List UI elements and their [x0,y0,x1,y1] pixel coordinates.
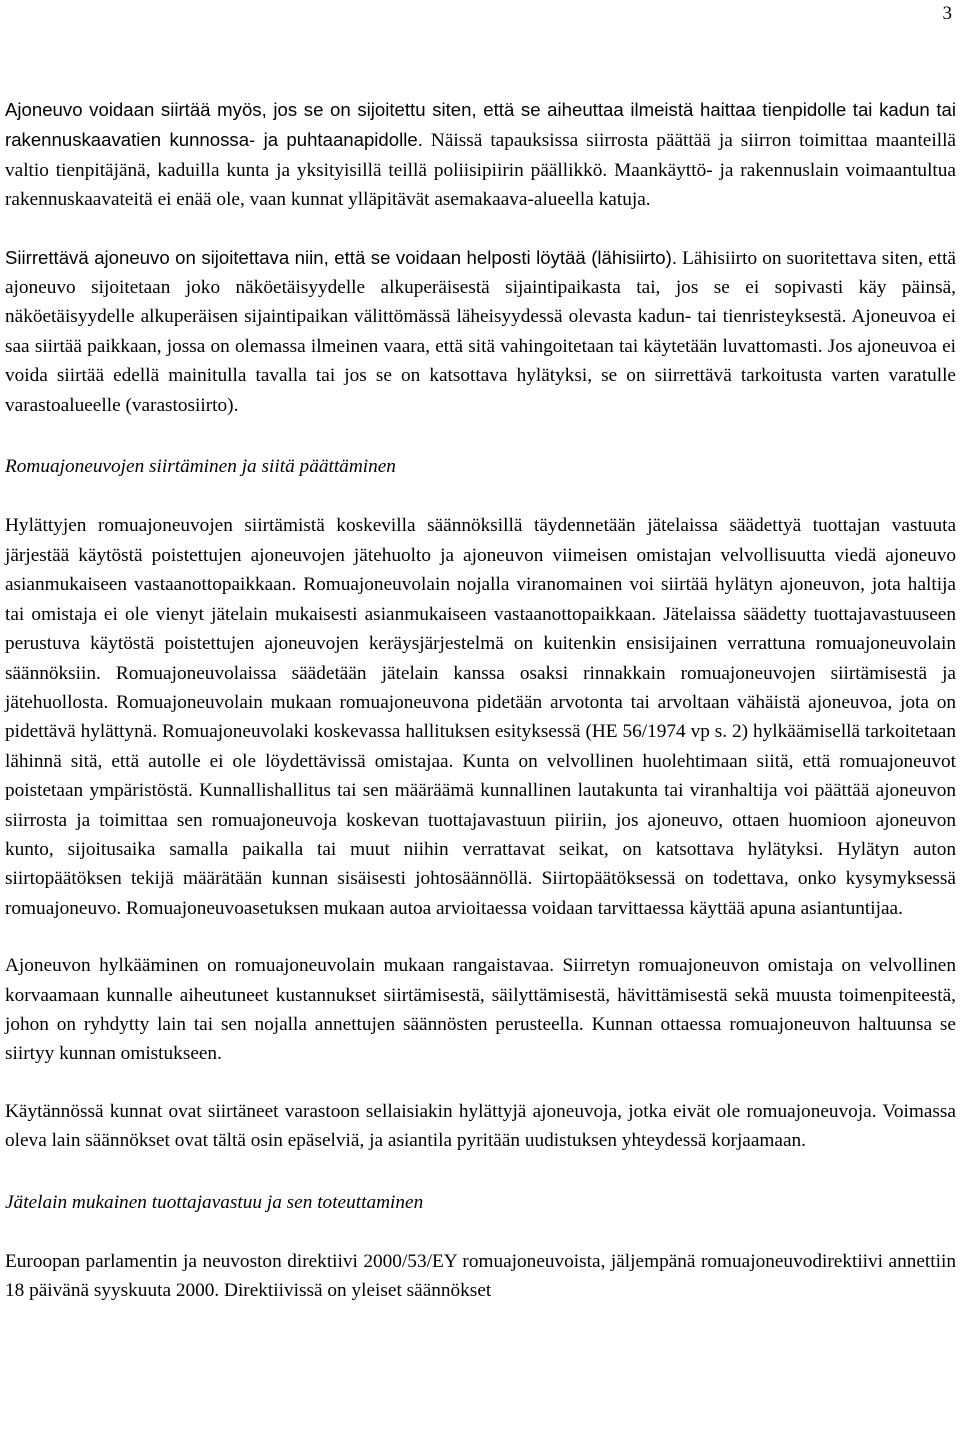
page-number: 3 [942,3,952,24]
paragraph-vehicle-relocation [5,95,956,215]
section-heading-scrap-vehicles: Romuajoneuvojen siirtäminen ja siitä päättäminen [5,456,396,478]
paragraph-abandonment-penalty: Ajoneuvon hylkääminen on romuajoneuvolain mukaan rangaistavaa. Siirretyn romuajoneuvon omistaja on velvollinen korvaamaan kunnalle aiheutuneet kustannukset siirtämisestä, säilyttämisestä, hävittämisestä sekä muusta toimenpiteestä, johon on ryhdytty lain tai sen nojalla annettujen säännösten perusteella. Kunnan ottaessa romuajoneuvon haltuunsa se siirtyy kunnan omistukseen. [5,955,956,1065]
section-heading-producer-responsibility: Jätelain mukainen tuottajavastuu ja sen toteuttaminen [5,1191,424,1213]
paragraph-vehicle-relocation-first-sentence: Ajoneuvo voidaan siirtää myös, jos se on sijoitettu siten, että se aiheuttaa ilmeistä haittaa tienpidolle tai kadun tai rakennuskaavatien kunnossa- ja puhtaanapidolle. [5,99,956,151]
document-body [5,95,956,1306]
paragraph-nearby-relocation-first-sentence: Siirrettävä ajoneuvo on sijoitettava niin, että se voidaan helposti löytää (lähisiirto). [5,246,677,268]
paragraph-eu-directive: Euroopan parlamentin ja neuvoston direktiivi 2000/53/EY romuajoneuvoista, jäljempänä romuajoneuvodirektiivi annettiin 18 päivänä syyskuuta 2000. Direktiivissä on yleiset säännökset [5,1251,956,1302]
paragraph-municipal-practice: Käytännössä kunnat ovat siirtäneet varastoon sellaisiakin hylättyjä ajoneuvoja, jotka eivät ole romuajoneuvoja. Voimassa oleva lain säännökset ovat tältä osin epäselviä, ja asiantila pyritään uudistuksen yhteydessä korjaamaan. [5,1100,956,1152]
paragraph-scrap-vehicle-rules: Hylättyjen romuajoneuvojen siirtämistä koskevilla säännöksillä täydennetään jätelaissa säädettyä tuottajan vastuuta järjestää käytöstä poistettujen ajoneuvojen jätehuolto ja ajoneuvon viimeisen omistajan velvollisuutta viedä ajoneuvo asianmukaiseen vastaanottopaikkaan. Romuajoneuvolain nojalla viranomainen voi siirtää hylätyn ajoneuvon, jota haltija tai omistaja ei ole vienyt jätelain mukaisesti asianmukaiseen vastaanottopaikkaan. Jätelaissa säädetty tuottajavastuuseen perustuva käytöstä poistettujen ajoneuvojen keräysjärjestelmä on kuitenkin ensisijainen verrattuna romuajoneuvolain säännöksiin. Romuajoneuvolaissa säädetään jätelain kanssa osaksi rinnakkain romuajoneuvojen siirtämisestä ja jätehuollosta. Romuajoneuvolain mukaan romuajoneuvona pidetään arvotonta tai arvoltaan vähäistä ajoneuvoa, jota on pidettävä hylättynä. Romuajoneuvolaki koskevassa hallituksen esityksessä (HE 56/1974 vp s. 2) hylkäämisellä tarkoitetaan lähinnä sitä, että autolle ei ole löydettävissä omistajaa. Kunta on velvollinen huolehtimaan siitä, että romuajoneuvot poistetaan ympäristöstä. Kunnallishallitus tai sen määräämä kunnallinen lautakunta tai viranhaltija voi päättää ajoneuvon siirrosta ja toimittaa sen romuajoneuvoja koskevan tuottajavastuun piiriin, jos ajoneuvo, ottaen huomioon ajoneuvon kunto, sijoitusaika samalla paikalla tai muut niihin verrattavat seikat, on katsottava hylätyksi. Hylätyn auton siirtopäätöksen tekijä määrätään kunnan sisäisesti johtosäännöllä. Siirtopäätöksessä on todettava, onko kysymyksessä romuajoneuvo. Romuajoneuvoasetuksen mukaan autoa arvioitaessa voidaan tarvittaessa käyttää apuna asiantuntijaa. [5,515,956,919]
paragraph-nearby-relocation-rest: Lähisiirto on suoritettava siten, että ajoneuvo sijoitetaan joko näköetäisyydelle alkuperäisestä sijaintipaikasta tai, jos se ei sopivasti käy päinsä, näköetäisyydelle alkuperäisen sijaintipaikan välittömässä läheisyydessä olevasta kadun- tai tienristeyksestä. Ajoneuvoa ei saa siirtää paikkaan, jossa on olemassa ilmeinen vaara, että sitä vahingoitetaan tai käytetään luvattomasti. Jos ajoneuvoa ei voida siirtää edellä mainitulla tavalla tai jos se on katsottava hylätyksi, se on siirrettävä tarkoitusta varten varatulle varastoalueelle (varastosiirto). [5,247,956,416]
paragraph-nearby-relocation [5,243,956,420]
paragraph-vehicle-relocation-rest: Näissä tapauksissa siirrosta päättää ja siirron toimittaa maanteillä valtio tienpitäjänä, kaduilla kunta ja yksityisillä teillä poliisipiirin päällikkö. Maankäyttö- ja rakennuslain voimaantultua rakennuskaavateitä ei enää ole, vaan kunnat ylläpitävät asemakaava-alueella katuja. [5,130,956,211]
